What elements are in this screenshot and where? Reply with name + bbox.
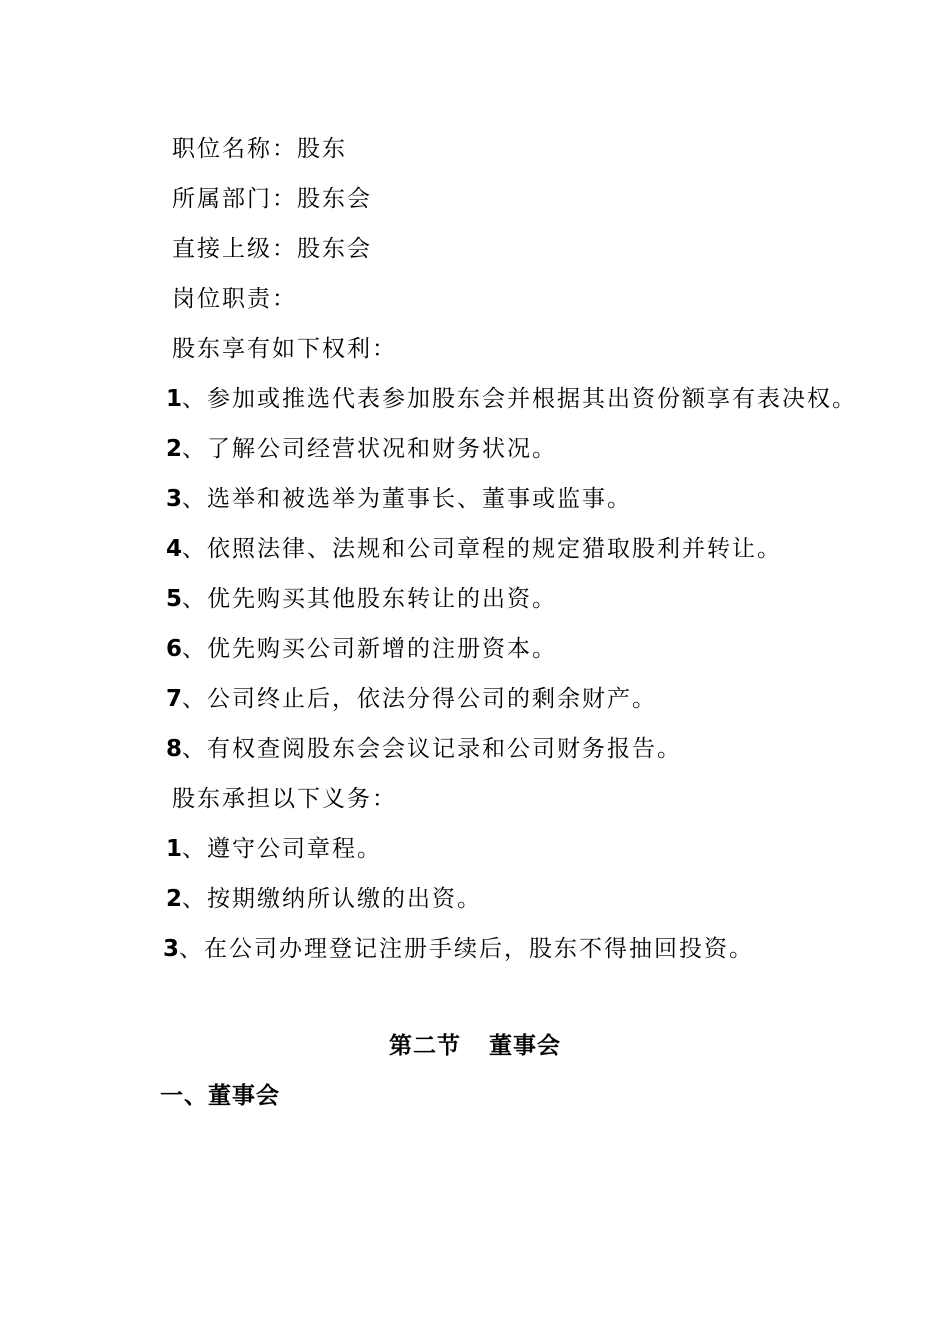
list-number: 8 <box>166 736 183 762</box>
list-number: 6 <box>166 636 183 662</box>
list-number: 2 <box>166 436 183 462</box>
list-number: 4 <box>166 536 183 562</box>
position-line <box>172 134 347 164</box>
list-number: 1 <box>166 386 183 412</box>
list-number: 5 <box>166 586 183 612</box>
obligations-item-2 <box>166 884 482 914</box>
department-label: 所属部门： <box>172 186 297 212</box>
list-text: 、有权查阅股东会会议记录和公司财务报告。 <box>182 736 683 762</box>
list-text: 、公司终止后，依法分得公司的剩余财产。 <box>182 686 658 712</box>
list-text: 、依照法律、法规和公司章程的规定猎取股利并转让。 <box>182 536 783 562</box>
list-text: 、优先购买公司新增的注册资本。 <box>182 636 558 662</box>
obligations-intro: 股东承担以下义务： <box>172 786 397 812</box>
subheading: 一、董事会 <box>160 1083 280 1109</box>
superior-line <box>172 234 372 264</box>
list-number: 3 <box>163 936 180 962</box>
list-number: 2 <box>166 886 183 912</box>
list-text: 、按期缴纳所认缴的出资。 <box>182 886 483 912</box>
rights-item-1 <box>166 384 857 414</box>
section-name: 董事会 <box>489 1033 561 1059</box>
section-number: 第二节 <box>389 1033 461 1059</box>
section-title <box>0 1031 950 1061</box>
list-number: 3 <box>166 486 183 512</box>
rights-item-7 <box>166 684 657 714</box>
position-value: 股东 <box>297 136 347 162</box>
list-text: 、了解公司经营状况和财务状况。 <box>182 436 558 462</box>
rights-item-2 <box>166 434 557 464</box>
list-text: 、优先购买其他股东转让的出资。 <box>182 586 558 612</box>
list-text: 、选举和被选举为董事长、董事或监事。 <box>182 486 633 512</box>
list-text: 、遵守公司章程。 <box>182 836 383 862</box>
rights-item-3 <box>166 484 632 514</box>
list-number: 1 <box>166 836 183 862</box>
department-value: 股东会 <box>297 186 372 212</box>
rights-item-8 <box>166 734 682 764</box>
obligations-item-1 <box>166 834 382 864</box>
rights-item-5 <box>166 584 557 614</box>
rights-intro: 股东享有如下权利： <box>172 336 397 362</box>
rights-item-4 <box>166 534 782 564</box>
list-number: 7 <box>166 686 183 712</box>
obligations-item-3 <box>163 934 754 964</box>
list-text: 、参加或推选代表参加股东会并根据其出资份额享有表决权。 <box>182 386 858 412</box>
rights-item-6 <box>166 634 557 664</box>
position-label: 职位名称： <box>172 136 297 162</box>
department-line <box>172 184 372 214</box>
superior-label: 直接上级： <box>172 236 297 262</box>
duties-label: 岗位职责： <box>172 286 297 312</box>
superior-value: 股东会 <box>297 236 372 262</box>
list-text: 、在公司办理登记注册手续后，股东不得抽回投资。 <box>179 936 755 962</box>
